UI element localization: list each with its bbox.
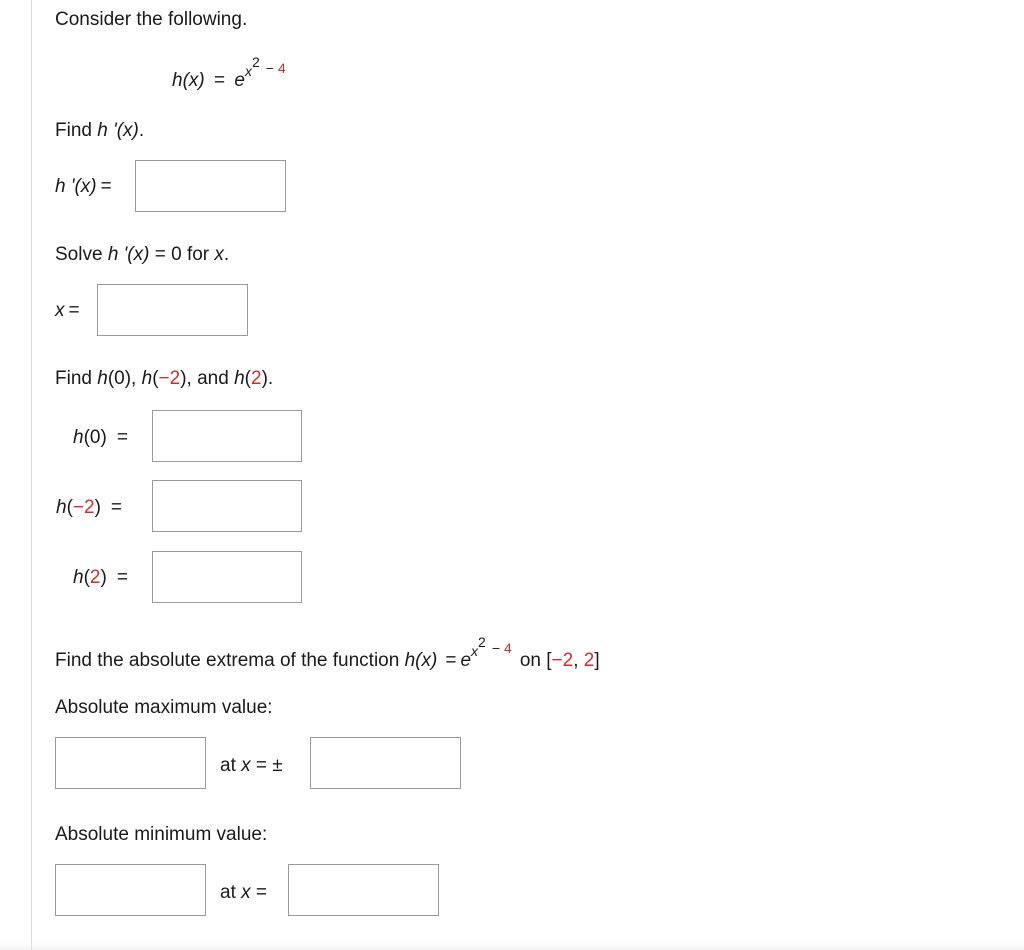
q4-equals: = — [445, 650, 457, 671]
q2-label — [55, 300, 84, 322]
abs-max-x-input[interactable] — [310, 737, 461, 789]
q4-prompt-text: Find the absolute extrema of the function — [55, 650, 405, 671]
q1-label-expr: h '(x) — [55, 176, 97, 197]
h0-arg: 0 — [89, 427, 101, 448]
q4-prompt — [55, 634, 600, 672]
hneg2-func: h — [56, 497, 67, 518]
abs-min-at: at — [220, 882, 242, 903]
q2-prompt-mid: = 0 for — [149, 244, 215, 265]
bottom-fade — [0, 942, 1024, 950]
q3-sep2: ), and — [180, 368, 235, 389]
q1-prompt-suffix: . — [138, 120, 145, 141]
abs-min-var: x — [241, 882, 251, 903]
function-lhs: h(x) — [172, 70, 205, 91]
q1-prompt — [55, 120, 144, 142]
abs-max-value-input[interactable] — [55, 737, 206, 789]
abs-min-label: Absolute minimum value: — [55, 824, 268, 845]
q1-label — [55, 176, 116, 198]
q2-prompt — [55, 244, 229, 266]
q3-h-a: h — [97, 368, 108, 389]
h0-label: h(0) = — [73, 427, 132, 449]
q1-label-equals: = — [100, 176, 112, 197]
page-left-border — [31, 0, 32, 950]
q3-h-b: h — [141, 368, 153, 389]
function-base: e — [234, 70, 245, 91]
function-equals: = — [214, 70, 226, 91]
q4-func: h(x) — [404, 650, 438, 671]
q3-sep1: ), — [124, 368, 142, 389]
q3-end: ). — [261, 368, 274, 389]
abs-min-at-label — [220, 882, 267, 904]
q4-interval-suffix: ] — [594, 650, 600, 671]
hneg2-arg: −2 — [72, 497, 95, 518]
h2-arg: 2 — [89, 567, 101, 588]
hprime-answer-input[interactable] — [135, 160, 286, 212]
abs-min-x-input[interactable] — [288, 864, 439, 916]
q2-prompt-var: x — [214, 244, 224, 265]
q3-arg0: 0 — [114, 368, 125, 389]
q2-label-equals: = — [68, 300, 80, 321]
q2-prompt-expr: h '(x) — [107, 244, 150, 265]
q4-exp-minus: − — [491, 640, 501, 656]
q2-prompt-prefix: Solve — [55, 244, 108, 265]
abs-min-value-input[interactable] — [55, 864, 206, 916]
function-exp-var: x — [244, 63, 252, 79]
q4-interval-a: −2 — [551, 650, 574, 671]
q4-interval-b: 2 — [583, 650, 595, 671]
abs-max-eq: = ± — [250, 755, 283, 776]
abs-max-var: x — [241, 755, 251, 776]
abs-min-eq: = — [250, 882, 267, 903]
intro-text: Consider the following. — [55, 9, 248, 30]
hneg2-answer-input[interactable] — [152, 480, 302, 532]
abs-max-at: at — [220, 755, 242, 776]
q4-exp-var: x — [471, 643, 479, 659]
q4-interval-prefix: on [ — [519, 650, 552, 671]
function-display — [172, 54, 286, 92]
q4-interval-sep: , — [573, 650, 584, 671]
function-exp-constant: 4 — [277, 60, 286, 76]
h2-equals: = — [116, 567, 128, 588]
hneg2-equals: = — [110, 497, 123, 518]
h2-func: h — [73, 567, 84, 588]
q3-h-c: h — [234, 368, 245, 389]
q4-base: e — [460, 650, 472, 671]
function-exp-minus: − — [265, 60, 274, 76]
hneg2-label: h(−2) = — [56, 497, 126, 519]
abs-max-label: Absolute maximum value: — [55, 697, 273, 718]
x-critical-answer-input[interactable] — [97, 284, 248, 336]
q3-prompt-prefix: Find — [55, 368, 98, 389]
q1-prompt-prefix: Find — [55, 120, 98, 141]
q2-label-var: x — [55, 300, 65, 321]
h2-answer-input[interactable] — [152, 551, 302, 603]
h0-func: h — [73, 427, 84, 448]
q3-arg2: 2 — [250, 368, 262, 389]
q4-exp-constant: 4 — [504, 640, 512, 656]
function-exp-power: 2 — [251, 54, 260, 70]
h2-label: h(2) = — [73, 567, 132, 589]
q3-prompt: Find h(0), h(−2), and h(2). — [55, 368, 274, 389]
q1-prompt-expr: h '(x) — [97, 120, 139, 141]
h0-equals: = — [116, 427, 128, 448]
h0-answer-input[interactable] — [152, 410, 302, 462]
q4-exp-power: 2 — [478, 634, 486, 650]
q3-arg-neg2: −2 — [158, 368, 181, 389]
q2-prompt-suffix: . — [223, 244, 230, 265]
abs-max-at-label — [220, 755, 283, 777]
